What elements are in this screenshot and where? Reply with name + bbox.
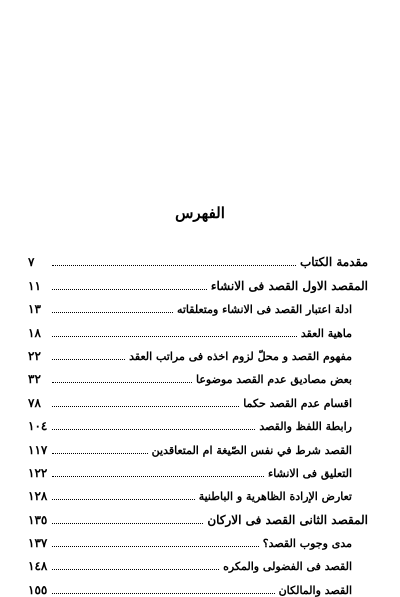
toc-entry bbox=[28, 340, 368, 363]
toc-entry-title: المقصد الاول القصد فى الانشاء bbox=[210, 278, 368, 293]
toc-entry-page-number: ٢٢ bbox=[28, 348, 41, 363]
toc-entry-title: القصد شرط في نفس الصّيغة ام المتعاقدين bbox=[151, 443, 352, 457]
table-of-contents bbox=[28, 246, 368, 597]
toc-entry bbox=[28, 457, 368, 480]
dot-leader bbox=[52, 288, 207, 290]
dot-leader bbox=[52, 264, 296, 266]
toc-entry bbox=[28, 550, 368, 573]
toc-entry bbox=[28, 503, 368, 526]
dot-leader bbox=[52, 568, 219, 570]
toc-entry-title: القصد فى الفضولى والمكره bbox=[223, 560, 352, 574]
toc-entry-title: رابطة اللفظ والقصد bbox=[259, 420, 352, 434]
page-title: الفهرس bbox=[175, 204, 225, 222]
toc-entry-page-number: ١٣٥ bbox=[28, 512, 48, 527]
toc-entry-page-number: ١٤٨ bbox=[28, 559, 48, 574]
toc-entry bbox=[28, 527, 368, 550]
toc-entry bbox=[28, 363, 368, 386]
dot-leader bbox=[52, 498, 195, 500]
dot-leader bbox=[52, 381, 192, 383]
toc-entry-page-number: ١٣ bbox=[28, 302, 41, 317]
toc-entry bbox=[28, 410, 368, 433]
toc-entry-title: ماهية العقد bbox=[300, 326, 352, 340]
toc-entry-page-number: ١٢٨ bbox=[28, 489, 48, 504]
toc-entry-page-number: ١٥٥ bbox=[28, 582, 48, 597]
toc-entry-page-number: ١١ bbox=[28, 278, 41, 293]
toc-entry-page-number: ٧ bbox=[28, 255, 35, 270]
toc-entry bbox=[28, 246, 368, 269]
toc-entry-title: المقصد الثانى القصد فى الاركان bbox=[207, 512, 368, 527]
dot-leader bbox=[52, 405, 239, 407]
toc-entry-page-number: ١٣٧ bbox=[28, 536, 48, 551]
toc-entry-title: بعض مصاديق عدم القصد موضوعا bbox=[195, 373, 352, 387]
dot-leader bbox=[52, 452, 148, 454]
toc-entry-title: مقدمة الكتاب bbox=[299, 255, 368, 270]
toc-entry-page-number: ٧٨ bbox=[28, 395, 41, 410]
dot-leader bbox=[52, 335, 297, 337]
toc-entry bbox=[28, 573, 368, 596]
dot-leader bbox=[52, 522, 203, 524]
toc-entry-title: القصد والمالكان bbox=[278, 583, 352, 597]
toc-entry-title: مفهوم القصد و محلّ لزوم اخذه فى مراتب العقد bbox=[129, 349, 352, 363]
toc-entry bbox=[28, 433, 368, 456]
dot-leader bbox=[52, 311, 173, 313]
toc-entry-title: التعليق فى الانشاء bbox=[268, 466, 352, 480]
toc-entry-title: ادلة اعتبار القصد فى الانشاء ومتعلقاته bbox=[176, 303, 352, 317]
toc-entry-page-number: ١٠٤ bbox=[28, 419, 48, 434]
toc-entry-page-number: ١٢٢ bbox=[28, 465, 48, 480]
toc-entry-title: تعارض الإرادة الظاهرية و الباطنية bbox=[198, 490, 352, 504]
toc-entry-title: مدى وجوب القصد؟ bbox=[262, 537, 352, 551]
toc-entry bbox=[28, 269, 368, 292]
dot-leader bbox=[52, 592, 275, 594]
dot-leader bbox=[52, 475, 264, 477]
toc-entry bbox=[28, 316, 368, 339]
toc-entry bbox=[28, 293, 368, 316]
dot-leader bbox=[52, 428, 255, 430]
toc-entry-page-number: ١٨ bbox=[28, 325, 41, 340]
toc-entry bbox=[28, 386, 368, 409]
toc-entry-page-number: ١١٧ bbox=[28, 442, 48, 457]
toc-entry-page-number: ٣٢ bbox=[28, 372, 41, 387]
toc-entry bbox=[28, 480, 368, 503]
dot-leader bbox=[52, 358, 125, 360]
dot-leader bbox=[52, 545, 259, 547]
toc-entry-title: اقسام عدم القصد حكما bbox=[243, 396, 352, 410]
